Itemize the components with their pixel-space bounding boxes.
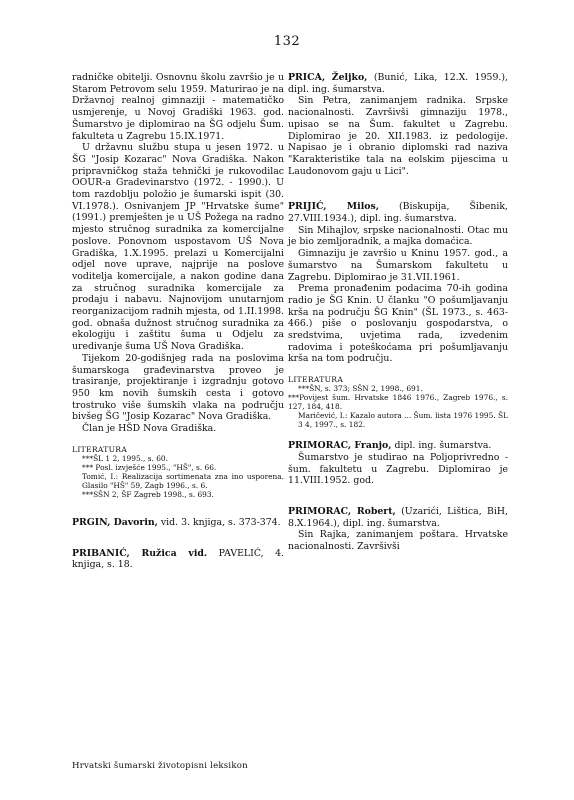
entry-text: PAVELIĆ, 4. knjiga, s. 18. xyxy=(72,547,284,571)
body-paragraph: Član je HŠD Nova Gradiška. xyxy=(82,423,217,435)
entry-text: (Bunić, Lika, 12.X. 1959.), dipl. ing. šumarstva. xyxy=(288,72,508,95)
body-paragraph: radničke obitelji. Osnovnu školu završio je u Starom Petrovom selu 1959. Maturirao je na Državnoj realnoj gimnaziji - matematičko usmjerenje, u Novoj Gradiški 1963. god. Šumarstvo je diplomirao na ŠG odjelu Šum. fakulteta u Zagrebu 15.IX.1971. xyxy=(72,72,284,142)
entry-headword: PRGIN, Davorin, xyxy=(72,516,158,528)
body-paragraph: Sin Rajka, zanimanjem poštara. Hrvatske nacionalnosti. Završivši xyxy=(288,529,508,553)
body-paragraph: Šumarstvo je studirao na Poljoprivredno - šum. fakultetu u Zagrebu. Diplomirao je 11.VIII.1952. god. xyxy=(288,451,508,487)
entry-prijic xyxy=(288,201,508,429)
literature-item: ***Povijest šum. Hrvatske 1846 1976., Zagreb 1976., s. 127, 184, 418. xyxy=(288,393,508,412)
entry-pribanic xyxy=(72,548,284,571)
entry-headword: PRIJIĆ, Milos, xyxy=(288,201,379,213)
right-column xyxy=(288,72,508,564)
literature-item: ***ŠL 1 2, 1995., s. 60. xyxy=(82,453,168,463)
entry-text: vid. 3. knjiga, s. 373-374. xyxy=(157,516,281,528)
literature-item: *** Posl. izvješće 1995., "HŠ", s. 66. xyxy=(82,462,217,472)
page-number: 132 xyxy=(273,34,301,49)
body-paragraph: Sin Petra, zanimanjem radnika. Srpske nacionalnosti. Završivši gimnaziju 1978., upisao se na Šum. fakultet u Zagrebu. Diplomirao je 20. XII.1983. iz pedologije. Napisao je i obranio diplomski rad naziva "Karakteristike tala na eolskim pijescima u Laudonovom gaju u Lici". xyxy=(288,95,508,177)
footer-title: Hrvatski šumarski životopisni leksikon xyxy=(72,761,248,771)
literature-item: Maričević, I.: Kazalo autora ... Šum. lista 1976 1995. ŠL 3 4, 1997., s. 182. xyxy=(298,411,508,430)
literature-block xyxy=(72,445,284,499)
literature-item: Tomić, I.: Realizacija sortimenata zna ino usporena. Glasilo "HŠ" 59, Zagb 1996., s. 6. xyxy=(82,471,284,490)
entry-primorac-robert xyxy=(288,506,508,553)
body-paragraph: Prema pronađenim podacima 70-ih godina radio je ŠG Knin. U članku "O pošumljavanju krša na području ŠG Knin" (ŠL 1973., s. 463-466.) piše o poslovanju gospodarstva, o sredstvima, uvjetima rada, izvedenim radovima i poteškoćama pri pošumljavanju krša na tom području. xyxy=(288,283,508,365)
entry-text: dipl. ing. šumarstva. xyxy=(391,440,492,452)
entry-prica xyxy=(288,72,508,177)
entry-text: (Uzarići, Lištica, BiH, 8.X.1964.), dipl. ing. šumarstva. xyxy=(288,505,508,529)
literature-title: LITERATURA xyxy=(72,444,128,454)
literature-block xyxy=(288,375,508,429)
entry-prgin xyxy=(72,517,284,529)
left-column xyxy=(72,72,284,582)
entry-text: (Biskupija, Šibenik, 27.VIII.1934.), dipl. ing. šumarstva. xyxy=(288,201,508,225)
body-paragraph: Gimnaziju je završio u Kninu 1957. god., a šumarstvo na Šumarskom fakultetu u Zagrebu. Diplomirao je 31.VII.1961. xyxy=(288,248,508,283)
entry-headword: PRIMORAC, Robert, xyxy=(288,505,396,517)
entry-headword: PRIBANIĆ, Ružica vid. xyxy=(72,547,208,559)
literature-item: ***ŠN, s. 373; SŠN 2, 1998., 691. xyxy=(298,384,423,394)
body-paragraph: Sin Mihajlov, srpske nacionalnosti. Otac mu je bio zemljoradnik, a majka domaćica. xyxy=(288,224,508,248)
literature-title: LITERATURA xyxy=(288,375,344,385)
entry-headword: PRICA, Željko, xyxy=(288,72,368,83)
body-paragraph: Tijekom 20-godišnjeg rada na poslovima šumarskoga građevinarstva proveo je trasiranje, projektiranje i izgradnju gotovo 950 km novih šumskih cesta i gotovo trostruko više šumskih vlaka na području bivšeg ŠG "Josip Kozarac" Nova Gradiška. xyxy=(72,352,284,423)
entry-primorac-franjo xyxy=(288,440,508,487)
body-paragraph: U državnu službu stupa u jesen 1972. u ŠG "Josip Kozarac" Nova Gradiška. Nakon pripravničkog staža tehnički je rukovodilac OOUR-a Gradevinarstvo (1972. - 1990.). U tom razdoblju položio je šumarski ispit (30. VI.1978.). Osnivanjem JP "Hrvatske šume" (1991.) premješten je u UŠ Požega na radno mjesto stručnog suradnika za komercijalne poslove. Ponovnom uspostavom UŠ Nova Gradiška, 1.X.1995. prelazi u Komercijalni odjel nove uprave, najprije na poslove voditelja komercijale, a nakon godine dana za stručnog suradnika komercijale za prodaju i nabavu. Najnovijom unutarnjom reorganizacijom radnih mjesta, od 1.II.1998. god. obnaša dužnost stručnog suradnika za ekologiju i zaštitu šuma u Odjelu za uredivanje šuma UŠ Nova Gradiška. xyxy=(72,142,284,353)
literature-item: ***SŠN 2, ŠF Zagreb 1998., s. 693. xyxy=(82,489,214,499)
entry-headword: PRIMORAC, Franjo, xyxy=(288,440,392,452)
